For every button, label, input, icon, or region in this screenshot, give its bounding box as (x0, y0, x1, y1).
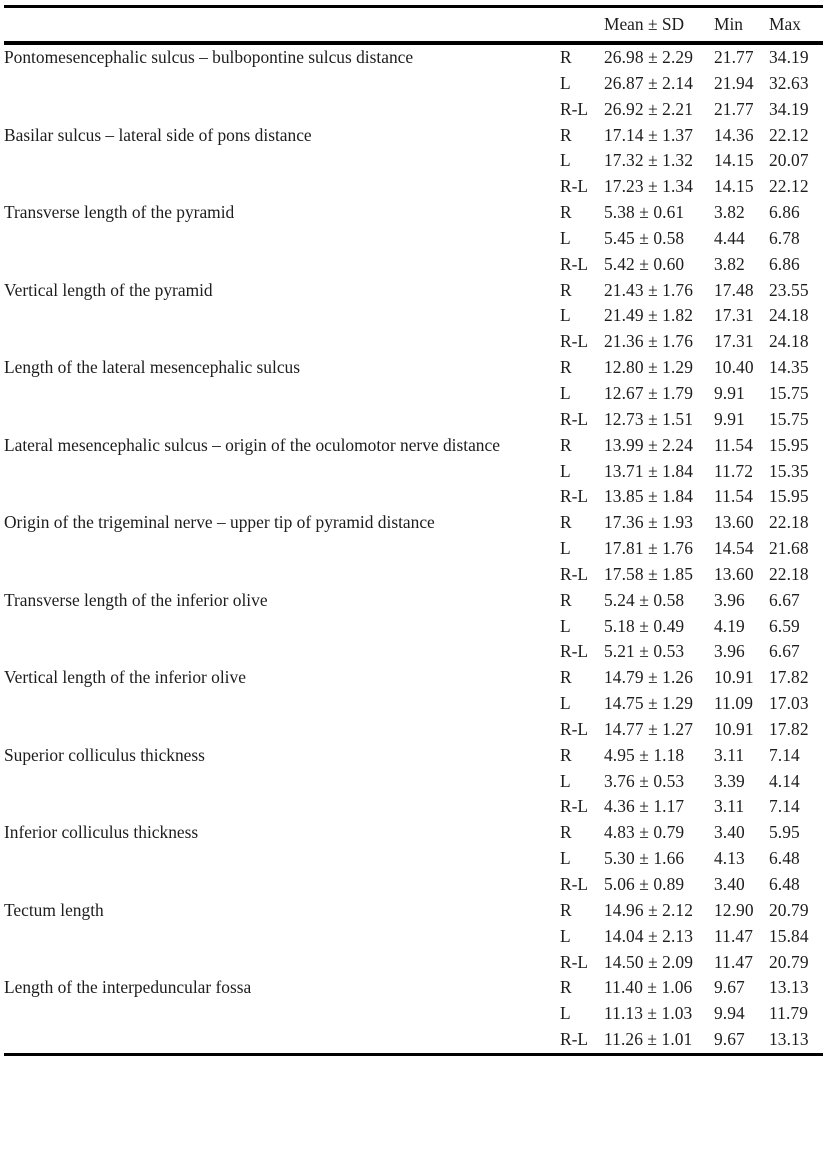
max-cell: 15.95 (769, 486, 809, 507)
measurement-label-cell (4, 794, 560, 820)
measurement-label-cell (4, 97, 560, 123)
measurement-label-cell (4, 872, 560, 898)
side-cell: R (560, 202, 572, 223)
max-cell: 22.18 (769, 563, 809, 584)
header-row (4, 7, 823, 44)
table-row (4, 1001, 823, 1027)
max-cell: 6.86 (769, 253, 800, 274)
max-cell: 21.68 (769, 538, 809, 559)
measurement-label-cell (4, 174, 560, 200)
header-side-cell (560, 7, 604, 44)
max-cell: 13.13 (769, 977, 809, 998)
mean-sd-cell: 17.36 ± 1.93 (604, 512, 694, 533)
mean-sd-cell: 3.76 ± 0.53 (604, 770, 685, 791)
table-row (4, 484, 823, 510)
mean-sd-cell: 4.95 ± 1.18 (604, 744, 685, 765)
min-cell: 11.47 (714, 951, 753, 972)
side-cell: R-L (560, 1029, 589, 1050)
mean-sd-cell: 5.30 ± 1.66 (604, 848, 685, 869)
min-cell: 21.77 (714, 47, 754, 67)
mean-sd-cell: 13.99 ± 2.24 (604, 434, 694, 455)
measurement-label-cell: Length of the lateral mesencephalic sulcus (4, 357, 301, 378)
table-row (4, 536, 823, 562)
measurement-label-cell: Inferior colliculus thickness (4, 822, 199, 843)
mean-sd-cell: 13.71 ± 1.84 (604, 460, 694, 481)
max-cell: 13.13 (769, 1029, 809, 1050)
table-row (4, 407, 823, 433)
mean-sd-cell: 5.24 ± 0.58 (604, 589, 685, 610)
max-cell: 17.82 (769, 718, 809, 739)
mean-sd-cell: 14.75 ± 1.29 (604, 693, 694, 714)
side-cell: R (560, 512, 572, 533)
min-cell: 3.82 (714, 253, 745, 274)
mean-sd-cell: 11.40 ± 1.06 (604, 977, 693, 998)
mean-sd-cell: 14.77 ± 1.27 (604, 718, 694, 739)
mean-sd-cell: 21.49 ± 1.82 (604, 305, 694, 326)
min-cell: 11.54 (714, 486, 753, 507)
table-row (4, 71, 823, 97)
max-cell: 4.14 (769, 770, 800, 791)
table-row (4, 510, 823, 536)
side-cell: R (560, 589, 572, 610)
table-row (4, 226, 823, 252)
measurement-label-cell: Pontomesencephalic sulcus – bulbopontine sulcus distance (4, 47, 414, 67)
mean-sd-cell: 12.80 ± 1.29 (604, 357, 694, 378)
max-cell: 14.35 (769, 357, 809, 378)
max-cell: 24.18 (769, 331, 809, 352)
table-row (4, 691, 823, 717)
side-cell: L (560, 770, 571, 791)
measurement-label-cell: Length of the interpeduncular fossa (4, 977, 252, 998)
max-cell: 6.48 (769, 848, 800, 869)
side-cell: L (560, 848, 571, 869)
table-row (4, 924, 823, 950)
measurement-label-cell: Vertical length of the inferior olive (4, 667, 246, 688)
side-cell: R (560, 434, 572, 455)
min-cell: 3.11 (714, 744, 745, 765)
side-cell: R-L (560, 718, 589, 739)
mean-sd-cell: 5.42 ± 0.60 (604, 253, 685, 274)
min-cell: 9.67 (714, 1029, 745, 1050)
min-cell: 4.44 (714, 227, 745, 248)
side-cell: R-L (560, 796, 589, 817)
min-cell: 3.40 (714, 822, 745, 843)
table-row (4, 303, 823, 329)
max-cell: 20.79 (769, 951, 809, 972)
side-cell: L (560, 460, 571, 481)
max-cell: 15.95 (769, 434, 809, 455)
min-cell: 21.94 (714, 72, 754, 93)
header-measurement-cell (4, 7, 560, 44)
side-cell: R (560, 667, 572, 688)
table-row (4, 588, 823, 614)
max-cell: 20.07 (769, 150, 809, 171)
side-cell: R (560, 279, 572, 300)
table-row (4, 665, 823, 691)
mean-sd-cell: 17.14 ± 1.37 (604, 124, 694, 145)
max-cell: 6.78 (769, 227, 800, 248)
min-cell: 17.31 (714, 331, 754, 352)
side-cell: L (560, 305, 571, 326)
table-row (4, 872, 823, 898)
header-min: Min (714, 7, 769, 44)
min-cell: 14.54 (714, 538, 754, 559)
table-row (4, 562, 823, 588)
table-row (4, 381, 823, 407)
side-cell: R (560, 124, 572, 145)
min-cell: 3.39 (714, 770, 745, 791)
table-row (4, 950, 823, 976)
measurement-label-cell (4, 407, 560, 433)
table-row (4, 148, 823, 174)
max-cell: 34.19 (769, 47, 809, 67)
side-cell: R-L (560, 641, 589, 662)
min-cell: 3.82 (714, 202, 745, 223)
min-cell: 14.36 (714, 124, 754, 145)
max-cell: 6.86 (769, 202, 800, 223)
mean-sd-cell: 11.26 ± 1.01 (604, 1029, 693, 1050)
table-row (4, 174, 823, 200)
side-cell: R-L (560, 176, 589, 197)
table-body (4, 43, 823, 1054)
table-row (4, 639, 823, 665)
min-cell: 3.40 (714, 874, 745, 894)
measurement-label-cell (4, 1001, 560, 1027)
min-cell: 4.19 (714, 615, 745, 636)
side-cell: R-L (560, 486, 589, 507)
side-cell: R (560, 744, 572, 765)
min-cell: 9.67 (714, 977, 745, 998)
header-mean-sd: Mean ± SD (604, 7, 714, 44)
mean-sd-cell: 5.06 ± 0.89 (604, 874, 685, 894)
mean-sd-cell: 5.18 ± 0.49 (604, 615, 685, 636)
side-cell: L (560, 227, 571, 248)
mean-sd-cell: 13.85 ± 1.84 (604, 486, 694, 507)
min-cell: 3.96 (714, 589, 745, 610)
mean-sd-cell: 17.23 ± 1.34 (604, 176, 694, 197)
measurement-label-cell (4, 459, 560, 485)
table-row (4, 97, 823, 123)
min-cell: 12.90 (714, 899, 754, 920)
mean-sd-cell: 4.36 ± 1.17 (604, 796, 685, 817)
max-cell: 7.14 (769, 796, 800, 817)
side-cell: L (560, 615, 571, 636)
min-cell: 9.94 (714, 1003, 745, 1024)
measurement-label-cell: Transverse length of the inferior olive (4, 589, 268, 610)
min-cell: 13.60 (714, 563, 754, 584)
table-row (4, 200, 823, 226)
mean-sd-cell: 5.45 ± 0.58 (604, 227, 685, 248)
min-cell: 11.72 (714, 460, 753, 481)
min-cell: 13.60 (714, 512, 754, 533)
table-row (4, 820, 823, 846)
min-cell: 9.91 (714, 382, 745, 403)
table-row (4, 614, 823, 640)
side-cell: L (560, 693, 571, 714)
min-cell: 3.11 (714, 796, 745, 817)
side-cell: R (560, 822, 572, 843)
side-cell: R (560, 357, 572, 378)
mean-sd-cell: 14.04 ± 2.13 (604, 925, 694, 946)
side-cell: R-L (560, 331, 589, 352)
min-cell: 17.31 (714, 305, 754, 326)
measurement-label-cell (4, 1027, 560, 1054)
paper-table-page (0, 5, 827, 1154)
side-cell: R-L (560, 408, 589, 429)
min-cell: 21.77 (714, 98, 754, 119)
max-cell: 15.35 (769, 460, 809, 481)
side-cell: L (560, 925, 571, 946)
table-row (4, 898, 823, 924)
side-cell: R (560, 47, 572, 67)
measurement-label-cell: Vertical length of the pyramid (4, 279, 213, 300)
table-row (4, 123, 823, 149)
min-cell: 10.40 (714, 357, 754, 378)
measurement-label-cell (4, 381, 560, 407)
measurement-label-cell (4, 924, 560, 950)
mean-sd-cell: 11.13 ± 1.03 (604, 1003, 693, 1024)
measurement-label-cell: Origin of the trigeminal nerve – upper tip of pyramid distance (4, 512, 435, 533)
table-row (4, 459, 823, 485)
mean-sd-cell: 12.67 ± 1.79 (604, 382, 694, 403)
header-max: Max (769, 7, 823, 44)
mean-sd-cell: 26.92 ± 2.21 (604, 98, 694, 119)
min-cell: 9.91 (714, 408, 745, 429)
table-row (4, 717, 823, 743)
side-cell: L (560, 72, 571, 93)
measurement-label-cell (4, 950, 560, 976)
max-cell: 17.03 (769, 693, 809, 714)
side-cell: R-L (560, 98, 589, 119)
max-cell: 15.75 (769, 382, 809, 403)
mean-sd-cell: 5.21 ± 0.53 (604, 641, 685, 662)
min-cell: 14.15 (714, 150, 754, 171)
mean-sd-cell: 17.81 ± 1.76 (604, 538, 694, 559)
measurement-label-cell (4, 717, 560, 743)
max-cell: 7.14 (769, 744, 800, 765)
max-cell: 20.79 (769, 899, 809, 920)
mean-sd-cell: 5.38 ± 0.61 (604, 202, 685, 223)
table-header (4, 7, 823, 44)
max-cell: 15.75 (769, 408, 809, 429)
table-row (4, 794, 823, 820)
measurement-label-cell (4, 691, 560, 717)
side-cell: L (560, 150, 571, 171)
measurement-label-cell: Superior colliculus thickness (4, 744, 205, 765)
mean-sd-cell: 17.58 ± 1.85 (604, 563, 694, 584)
mean-sd-cell: 14.96 ± 2.12 (604, 899, 694, 920)
mean-sd-cell: 21.43 ± 1.76 (604, 279, 694, 300)
mean-sd-cell: 21.36 ± 1.76 (604, 331, 694, 352)
table-row (4, 278, 823, 304)
max-cell: 6.67 (769, 641, 800, 662)
max-cell: 24.18 (769, 305, 809, 326)
side-cell: R-L (560, 563, 589, 584)
side-cell: R-L (560, 951, 589, 972)
measurement-label-cell (4, 639, 560, 665)
measurement-label-cell (4, 614, 560, 640)
max-cell: 22.12 (769, 124, 809, 145)
table-row (4, 252, 823, 278)
measurement-label-cell (4, 536, 560, 562)
mean-sd-cell: 4.83 ± 0.79 (604, 822, 685, 843)
measurements-table (4, 5, 823, 1056)
max-cell: 34.19 (769, 98, 809, 119)
measurement-label-cell (4, 71, 560, 97)
table-row (4, 433, 823, 459)
side-cell: L (560, 538, 571, 559)
max-cell: 22.12 (769, 176, 809, 197)
max-cell: 22.18 (769, 512, 809, 533)
measurement-label-cell (4, 769, 560, 795)
side-cell: R-L (560, 253, 589, 274)
min-cell: 14.15 (714, 176, 754, 197)
max-cell: 6.48 (769, 874, 800, 894)
measurement-label-cell: Tectum length (4, 899, 104, 920)
measurement-label-cell (4, 226, 560, 252)
mean-sd-cell: 12.73 ± 1.51 (604, 408, 694, 429)
max-cell: 11.79 (769, 1003, 808, 1024)
mean-sd-cell: 26.87 ± 2.14 (604, 72, 694, 93)
measurement-label-cell (4, 303, 560, 329)
side-cell: R-L (560, 874, 589, 894)
measurement-label-cell (4, 562, 560, 588)
table-row (4, 329, 823, 355)
max-cell: 15.84 (769, 925, 809, 946)
min-cell: 10.91 (714, 718, 754, 739)
measurement-label-cell (4, 252, 560, 278)
min-cell: 10.91 (714, 667, 754, 688)
max-cell: 6.67 (769, 589, 800, 610)
table-row (4, 975, 823, 1001)
measurement-label-cell: Lateral mesencephalic sulcus – origin of the oculomotor nerve distance (4, 434, 500, 455)
measurement-label-cell: Basilar sulcus – lateral side of pons distance (4, 124, 312, 145)
max-cell: 23.55 (769, 279, 809, 300)
mean-sd-cell: 17.32 ± 1.32 (604, 150, 694, 171)
min-cell: 3.96 (714, 641, 745, 662)
min-cell: 11.09 (714, 693, 753, 714)
max-cell: 17.82 (769, 667, 809, 688)
max-cell: 5.95 (769, 822, 800, 843)
measurement-label-cell (4, 484, 560, 510)
table-row (4, 743, 823, 769)
mean-sd-cell: 14.50 ± 2.09 (604, 951, 694, 972)
side-cell: L (560, 382, 571, 403)
measurement-label-cell: Transverse length of the pyramid (4, 202, 235, 223)
min-cell: 4.13 (714, 848, 745, 869)
measurement-label-cell (4, 846, 560, 872)
side-cell: R (560, 899, 572, 920)
measurement-label-cell (4, 148, 560, 174)
mean-sd-cell: 14.79 ± 1.26 (604, 667, 694, 688)
table-row (4, 769, 823, 795)
table-row (4, 1027, 823, 1054)
max-cell: 32.63 (769, 72, 809, 93)
table-row (4, 355, 823, 381)
mean-sd-cell: 26.98 ± 2.29 (604, 47, 694, 67)
side-cell: R (560, 977, 572, 998)
min-cell: 11.54 (714, 434, 753, 455)
max-cell: 6.59 (769, 615, 800, 636)
min-cell: 17.48 (714, 279, 754, 300)
table-row (4, 43, 823, 71)
measurement-label-cell (4, 329, 560, 355)
min-cell: 11.47 (714, 925, 753, 946)
table-row (4, 846, 823, 872)
side-cell: L (560, 1003, 571, 1024)
